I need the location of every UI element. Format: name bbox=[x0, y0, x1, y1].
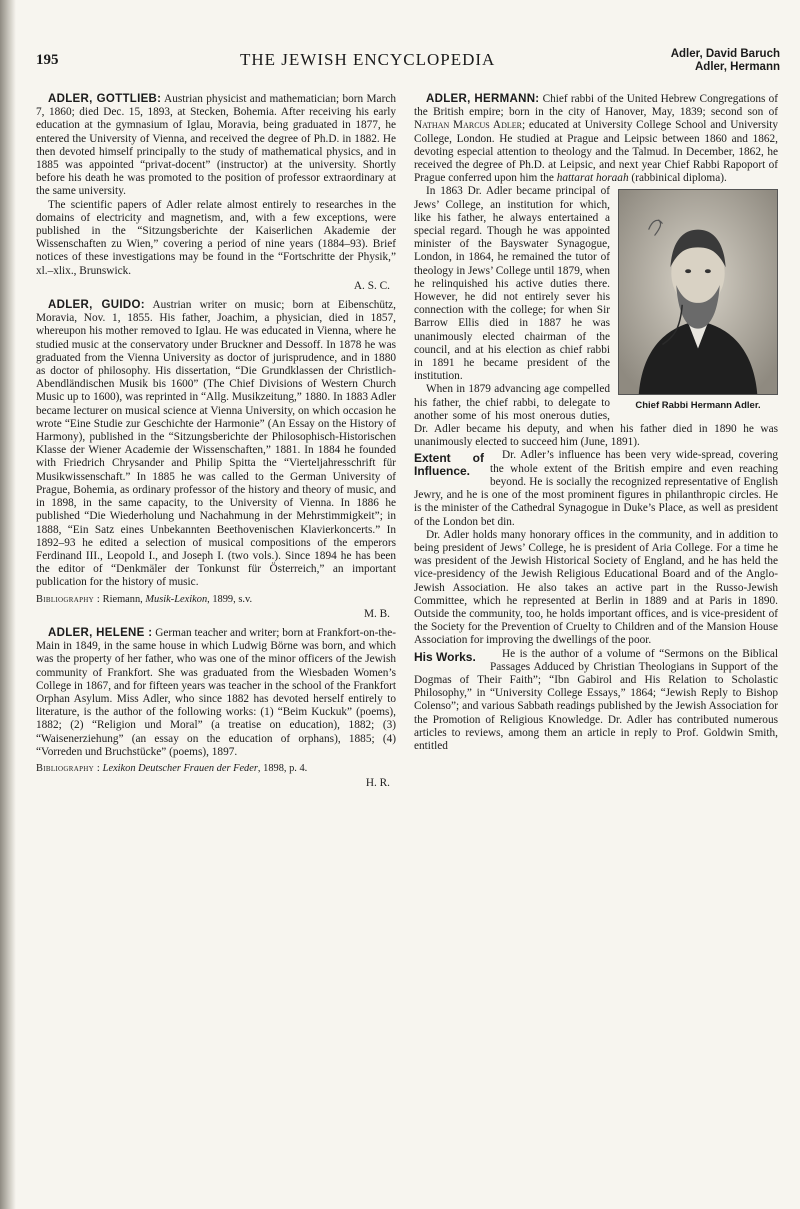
entry-text: Austrian writer on music; born at Eibenschütz, Moravia, Nov. 1, 1855. His father, Joachim, a physician, died in 1857, whereupon his mother removed to Iglau. He was educated in Vienna, where he studied music at the conservatory under Bruckner and Dessoff. In 1878 he was graduated from the Vienna University as doctor of jurisprudence, and in 1880 as doctor of philosophy. His dissertation, “Die Grundklassen der Christlich-Abendländischen Musik bis 1600” (The Chief Divisions of Western Church Music up to 1600), was reprinted in “Allg. Musikzeitung,” 1880. In 1883 Adler became lecturer on musical science at Vienna University, on which occasion he wrote “Eine Studie zur Geschichte der Harmonie” (An Essay on the History of Harmony), published in the “Sitzungsberichte der Philosophisch-Historischen Klasse der Wiener Academie der Wissenschaften,” 1881. In 1884 he founded with Friedrich Chrysander and Philip Spitta the “Vierteljahresschrift für Musikwissenschaft.” In 1885 he was called to the German University of Prague, Bohemia, as ordinary professor of the history and theory of music, and in 1898, in the same capacity, to the University of Vienna. In 1886 he published “Die Wiederholung und Nachahmung in der Mehrstimmigkeit”; in 1888, “Ein Satz eines Unbekannten Beethovenischen Klavierkoncerts.” In 1892–93 he edited a selection of musical compositions of the emperors Ferdinand III., Leopold I., and Joseph I. (two vols.). Since 1894 he has been the editor of “Denkmäler der Tonkunst für Österreich,” an important publication for the history of music. bbox=[36, 299, 396, 589]
bibliography-title: Musik-Lexikon bbox=[145, 593, 208, 605]
side-heading: Extent of Influence. bbox=[414, 451, 484, 479]
entry-headword: ADLER, GOTTLIEB: bbox=[48, 93, 162, 105]
portrait-caption: Chief Rabbi Hermann Adler. bbox=[635, 400, 761, 412]
bibliography bbox=[36, 762, 396, 775]
entry-text: He is the author of a volume of “Sermons on the Biblical Passages Adduced by Christian Theologians in Support of the Dogmas of Their Faith”; “Ibn Gabirol and His Relation to Scholastic Philosophy,” in “University College Essays,” 1864; “Jewish Reply to Bishop Colenso”; and various Sabbath readings published by the Jewish Association for the Promotion of Religious Knowledge. Dr. Adler has contributed numerous articles to reviews, among them an article in reply to Prof. Goldwin Smith, entitled bbox=[414, 647, 778, 752]
entry-text: Austrian physicist and mathematician; born March 7, 1860; died Dec. 15, 1893, at Stecken, Bohemia. After receiving his early education at the gymnasium of Iglau, Moravia, being graduated in 1877, he entered the University of Vienna, and received the degree of Ph.D. in 1882. He then devoted himself principally to the study of mathematical physics, and in 1885 was appointed “privat-docent” (instructor) at the university. Shortly before his death he was promoted to the position of professor extraordinary at the same university. bbox=[36, 93, 396, 198]
bibliography bbox=[36, 593, 396, 606]
entry-hermann-adler bbox=[414, 93, 778, 753]
right-column bbox=[414, 93, 778, 759]
bibliography-title: Lexikon Deutscher Frauen der Feder bbox=[102, 762, 258, 774]
bibliography-label: Bibliography : bbox=[36, 762, 101, 774]
entry-helene-adler bbox=[36, 627, 396, 790]
running-head-words bbox=[671, 48, 780, 74]
entry-headword: ADLER, HERMANN: bbox=[426, 93, 540, 105]
entry-text: German teacher and writer; born at Frankfort-on-the-Main in 1849, in the same house in which Ludwig Börne was born, and which was the property of her father, who was one of the minor officers of the Jewish community of Frankfort. She was graduated from the Wiesbaden Women’s College in 1867, and for fifteen years was teacher in the school of the Frankfort Orphan Asylum. Miss Adler, who since 1882 has devoted herself entirely to literature, is the author of the following works: (1) “Beim Kuckuk” (poems), 1882; (2) “Religion und Moral” (a treatise on education), 1882; (3) “Waisenerziehung” (an essay on the education of orphans), 1885; (4) “Vorreden und Bruchstücke” (poems), 1897. bbox=[36, 626, 396, 758]
cross-reference-name: Nathan Marcus Adler bbox=[414, 119, 522, 132]
entry-text: In 1863 Dr. Adler became principal of Jews’ College, an institution for which, like his father, he always entertained a special regard. Though he was appointed minister of the Bayswater Synagogue, London, in 1864, he remained the tutor of theology in Jews’ College until 1879, when he relinquished his active duties there. However, he did not entirely sever his connection with the college; for when Sir Barrow Ellis died in 1887 he was unanimously elected chairman of the council, and at his election as chief rabbi in 1891 he became president of the institution. bbox=[414, 185, 610, 383]
bibliography-text: , 1899, s.v. bbox=[207, 593, 253, 605]
entry-paragraph bbox=[36, 627, 396, 759]
bibliography-text: Riemann, bbox=[102, 593, 146, 605]
portrait-image bbox=[618, 189, 778, 395]
entry-gottlieb-adler bbox=[36, 93, 396, 293]
entry-text: When in 1879 advancing age compelled his father, the chief rabbi, to delegate to another some of his most onerous duties, Dr. Adler became his deputy, and when his father died in 1890 he was unanimously elected to succeed him (June, 1891). bbox=[414, 383, 778, 449]
bibliography-text: , 1898, p. 4. bbox=[257, 762, 308, 774]
head-word-first: Adler, David Baruch bbox=[670, 48, 780, 60]
entry-guido-adler bbox=[36, 299, 396, 621]
entry-text: Dr. Adler holds many honorary offices in the community, and in addition to being president of Jews’ College, he is president of Aria College. For a time he was president of the Jewish Historical Society of England, and he has held the vice-presidency of the Jewish Religious Educational Board and of the Anglo-Jewish Association. He also takes an active part in the Russo-Jewish Committee, which he represented at Berlin in 1889 and at Paris in 1890. Outside the community, too, he holds important offices, and is vice-president of the Society for the Prevention of Cruelty to Children and of the Mansion House Association for improving the dwellings of the poor. bbox=[414, 528, 778, 647]
hebrew-term: hattarat horaah bbox=[556, 172, 629, 185]
entry-text: ; educated at University College School and University College, London. He studied at Prague and Leipsic between 1860 and 1862, devoting especial attention to theology and the Talmud. In December, 1862, he received the degree of Ph.D. at Leipsic, and next year Chief Rabbi Rapoport of Prague conferred upon him the bbox=[414, 119, 778, 185]
entry-paragraph bbox=[414, 93, 778, 185]
page-number: 195 bbox=[36, 52, 59, 68]
entry-paragraph bbox=[36, 299, 396, 589]
entry-text: Chief rabbi of the United Hebrew Congregations of the British empire; born in the city of Hanover, May, 1839; second son of bbox=[414, 93, 778, 119]
head-word-last: Adler, Hermann bbox=[695, 61, 780, 73]
author-signature: A. S. C. bbox=[353, 279, 390, 292]
entry-headword: ADLER, HELENE : bbox=[48, 626, 153, 639]
entry-text: The scientific papers of Adler relate almost entirely to researches in the domains of electricity and magnetism, and, with a few exceptions, were published in the “Sitzungsberichte der Kaiserlichen Akademie der Wissenschaften zu Wien,” covering a period of nine years (1884–93). Brief notices of these investigations may be found in the “Fortschritte der Physik,” xl.–xlix., Brunswick. bbox=[36, 198, 396, 277]
running-title: THE JEWISH ENCYCLOPEDIA bbox=[240, 50, 496, 69]
bibliography-label: Bibliography : bbox=[36, 593, 101, 605]
entry-headword: ADLER, GUIDO: bbox=[48, 299, 145, 312]
page-binding-shadow bbox=[0, 0, 16, 1209]
entry-paragraph bbox=[36, 93, 396, 199]
author-signature: M. B. bbox=[363, 607, 390, 620]
portrait-figure bbox=[618, 189, 778, 412]
entry-text: (rabbinical diploma). bbox=[628, 172, 727, 185]
left-column bbox=[36, 93, 396, 796]
entry-text: Dr. Adler’s influence has been very wide-spread, covering the whole extent of the British empire and even reaching beyond. He is socially the recognized representative of English Jewry, and he is one of the most prominent figures in philanthropic circles. He is the minister of the Cathedral Synagogue in Duke’s Place, as well as president of the London bet din. bbox=[414, 449, 778, 528]
author-signature: H. R. bbox=[365, 777, 390, 790]
side-heading: His Works. bbox=[414, 649, 476, 664]
